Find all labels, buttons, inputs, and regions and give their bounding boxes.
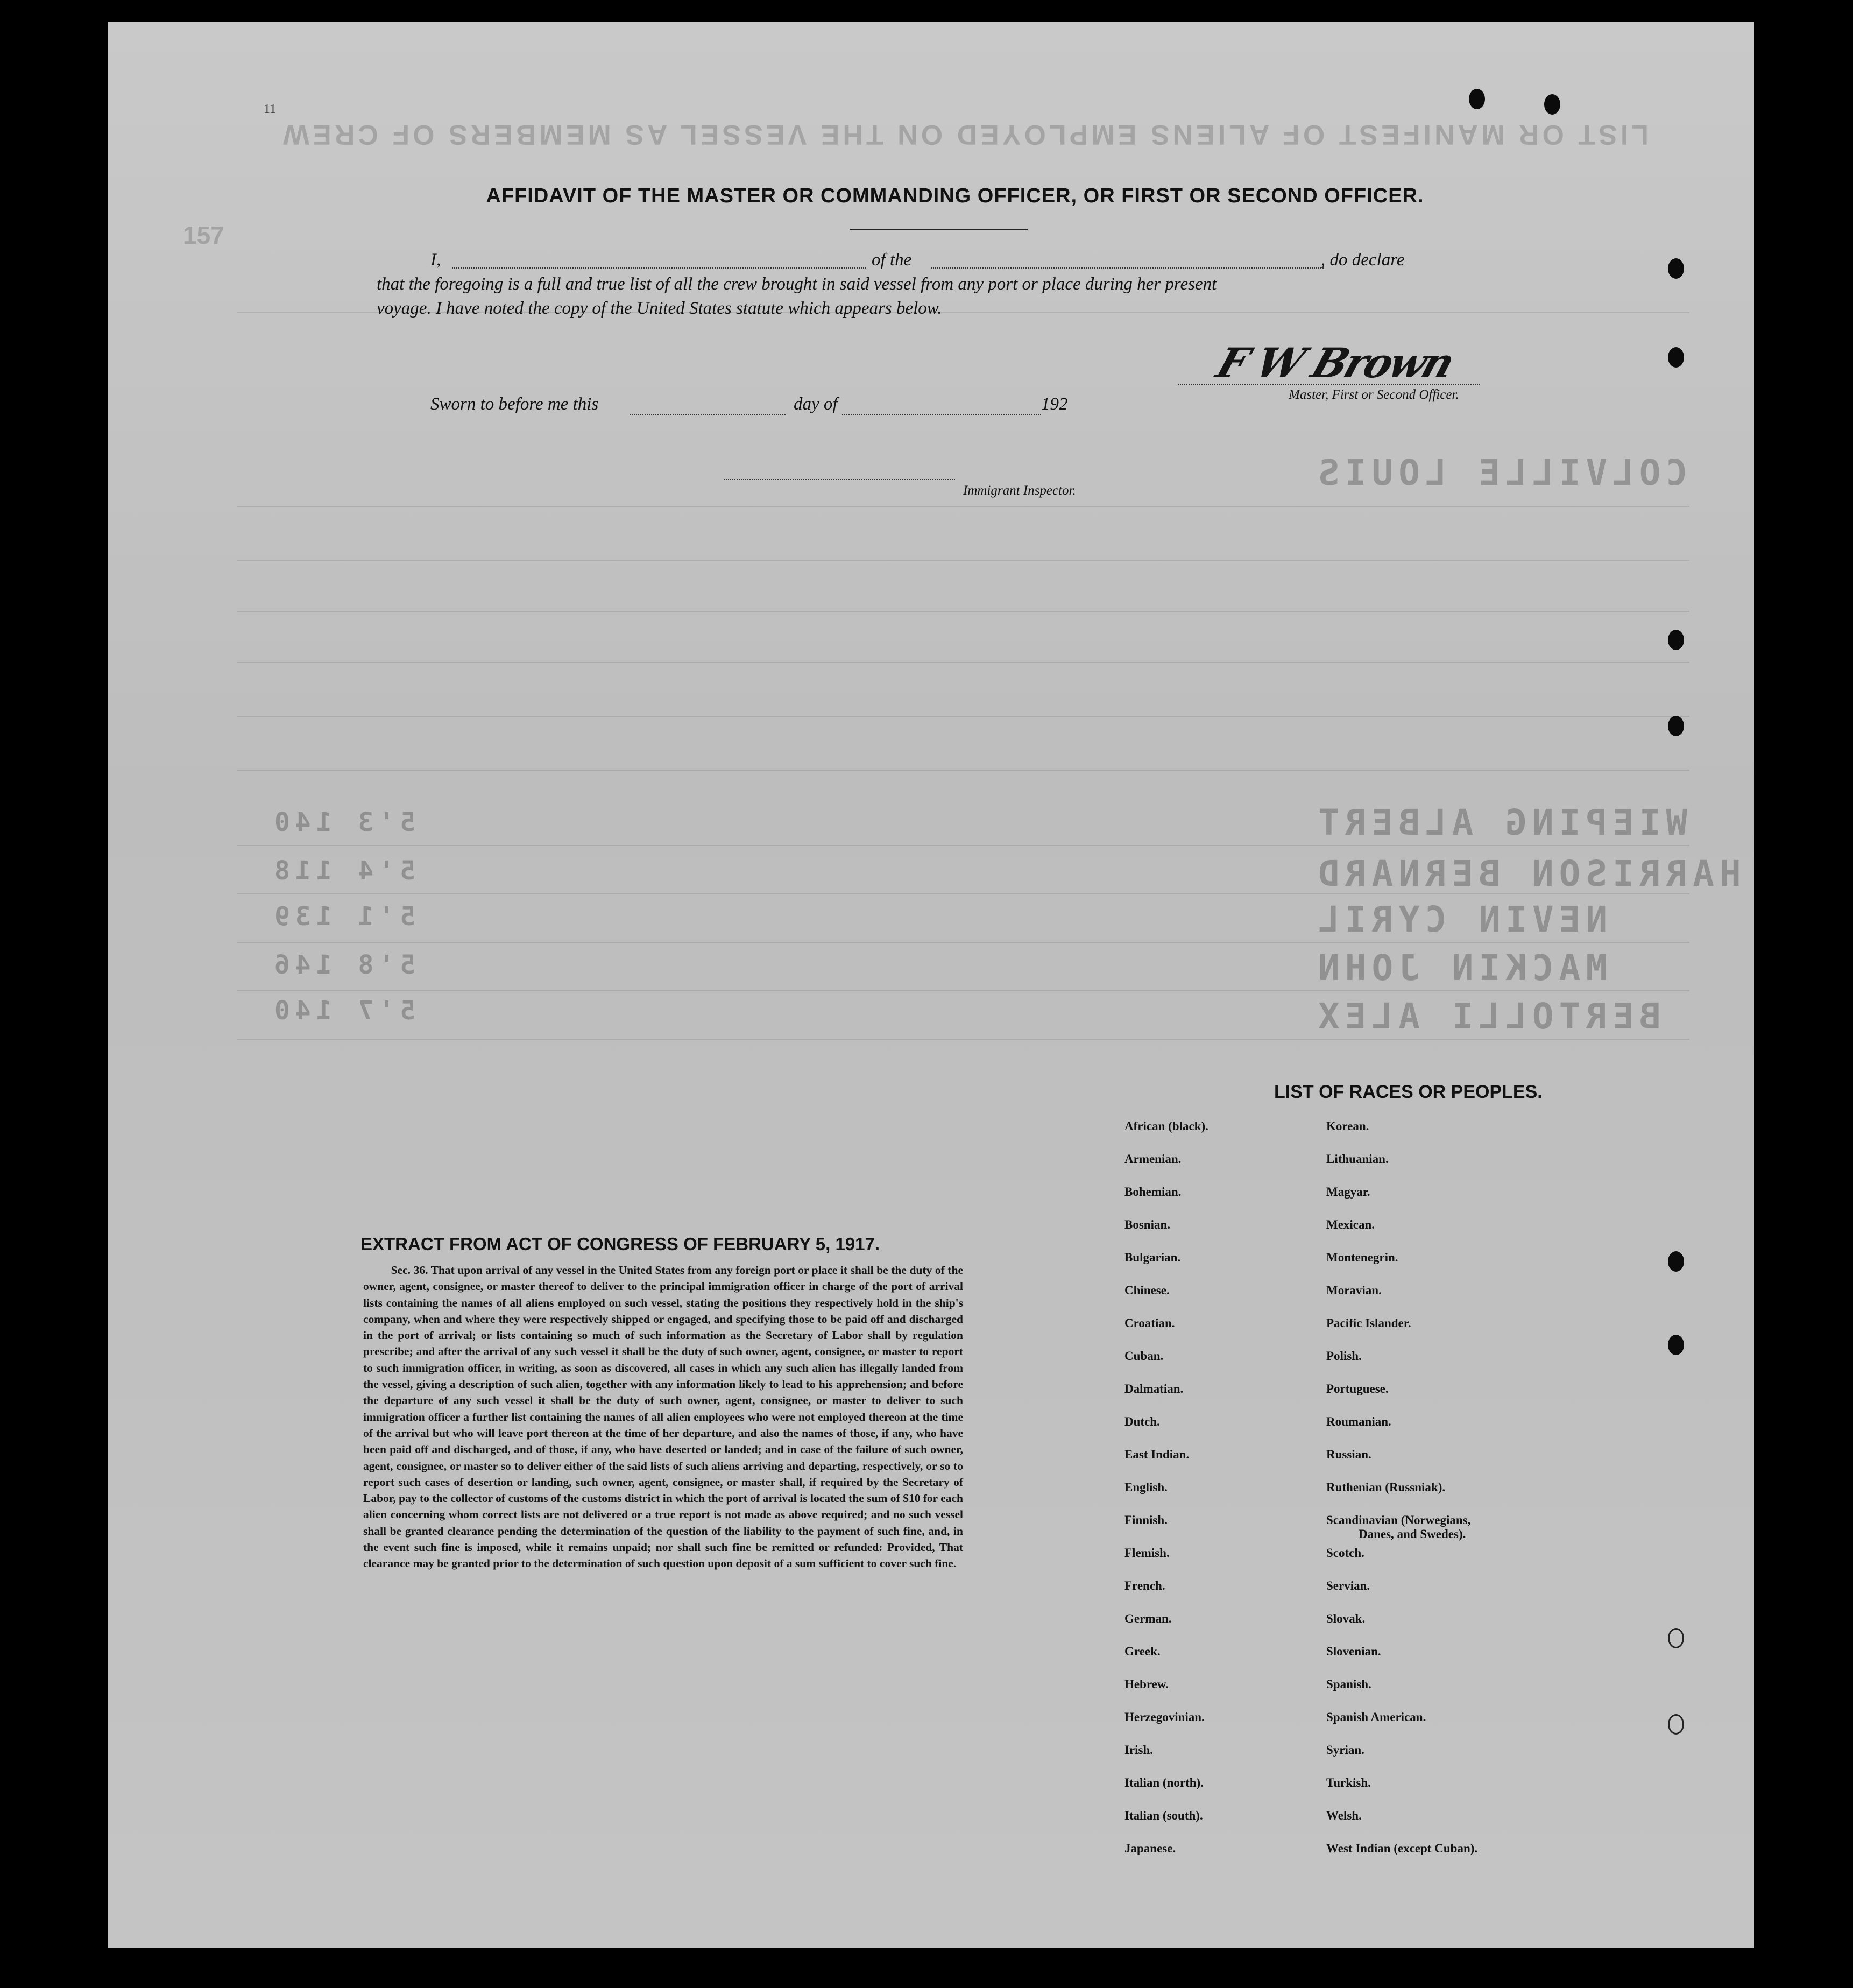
race-item: African (black). bbox=[1124, 1119, 1208, 1133]
binder-hole bbox=[1469, 89, 1485, 109]
officer-name-blank[interactable] bbox=[452, 266, 866, 269]
race-item: English. bbox=[1124, 1481, 1168, 1494]
inspector-signature-blank[interactable] bbox=[724, 478, 955, 480]
race-item: Ruthenian (Russniak). bbox=[1326, 1481, 1446, 1494]
race-item: Syrian. bbox=[1326, 1743, 1364, 1757]
race-item: East Indian. bbox=[1124, 1448, 1190, 1461]
race-item: Moravian. bbox=[1326, 1284, 1382, 1297]
race-item: Pacific Islander. bbox=[1326, 1316, 1411, 1330]
affidavit-declare: , do declare bbox=[1321, 250, 1405, 270]
race-item: Japanese. bbox=[1124, 1842, 1176, 1855]
binder-hole bbox=[1668, 1628, 1684, 1648]
ghost-crew-detail: 5'4 118 bbox=[269, 856, 416, 886]
race-item: Scotch. bbox=[1326, 1546, 1364, 1560]
inspector-caption: Immigrant Inspector. bbox=[963, 483, 1076, 498]
ghost-crew-detail: 5'1 139 bbox=[269, 901, 416, 932]
vessel-name-blank[interactable] bbox=[931, 266, 1324, 269]
race-item: Slovenian. bbox=[1326, 1645, 1381, 1658]
affidavit-title: AFFIDAVIT OF THE MASTER OR COMMANDING OFFICER, OR FIRST OR SECOND OFFICER. bbox=[486, 185, 1424, 207]
race-item: Greek. bbox=[1124, 1645, 1161, 1658]
race-item: Dutch. bbox=[1124, 1415, 1160, 1428]
race-item: Scandinavian (Norwegians, bbox=[1326, 1513, 1471, 1527]
affidavit-prefix: I, bbox=[430, 250, 441, 270]
race-item: Croatian. bbox=[1124, 1316, 1175, 1330]
ghost-crew-row: COLVILLE LOUIS bbox=[1313, 452, 1688, 494]
extract-title: EXTRACT FROM ACT OF CONGRESS OF FEBRUARY 5, 1917. bbox=[360, 1234, 880, 1254]
race-item: Korean. bbox=[1326, 1119, 1369, 1133]
race-item: Bulgarian. bbox=[1124, 1251, 1181, 1264]
ghost-crew-row: WIEPING ALBERT bbox=[1313, 802, 1688, 843]
race-item: German. bbox=[1124, 1612, 1172, 1625]
ghost-crew-detail: 5'3 140 bbox=[269, 807, 416, 837]
race-item: Portuguese. bbox=[1326, 1382, 1389, 1395]
binder-hole bbox=[1668, 347, 1684, 368]
affidavit-line-3: voyage. I have noted the copy of the United States statute which appears below. bbox=[377, 299, 942, 318]
affidavit-line-2: that the foregoing is a full and true list of all the crew brought in said vessel from any port or place during her present bbox=[377, 274, 1217, 294]
binder-hole bbox=[1668, 716, 1684, 736]
race-item: Magyar. bbox=[1326, 1185, 1370, 1199]
ghost-crew-row: NEVIN CYRIL bbox=[1313, 899, 1608, 940]
ghost-crew-row: MACKIN JOHN bbox=[1313, 947, 1608, 989]
sworn-day-of: day of bbox=[794, 394, 838, 414]
race-item: Herzegovinian. bbox=[1124, 1710, 1205, 1724]
sworn-month-blank[interactable] bbox=[842, 413, 1041, 415]
race-item: Montenegrin. bbox=[1326, 1251, 1398, 1264]
sworn-day-blank[interactable] bbox=[630, 413, 786, 415]
race-item: Dalmatian. bbox=[1124, 1382, 1184, 1395]
binder-hole bbox=[1668, 1714, 1684, 1735]
race-item: Spanish American. bbox=[1326, 1710, 1426, 1724]
affidavit-of-the: of the bbox=[872, 250, 912, 270]
title-divider bbox=[850, 229, 1028, 230]
corner-number: 11 bbox=[264, 102, 277, 116]
race-item: West Indian (except Cuban). bbox=[1326, 1842, 1478, 1855]
race-item: Roumanian. bbox=[1326, 1415, 1391, 1428]
ghost-crew-row: HARRISON BERNARD bbox=[1313, 853, 1741, 894]
race-item: Italian (north). bbox=[1124, 1776, 1204, 1789]
bleed-through-page-number: 157 bbox=[183, 221, 224, 249]
race-item: Irish. bbox=[1124, 1743, 1154, 1757]
race-item: Finnish. bbox=[1124, 1513, 1168, 1527]
race-item: Bohemian. bbox=[1124, 1185, 1182, 1199]
signature-line bbox=[1178, 383, 1480, 385]
races-title: LIST OF RACES OR PEOPLES. bbox=[1274, 1082, 1543, 1102]
race-item: Mexican. bbox=[1326, 1218, 1375, 1231]
race-item: Armenian. bbox=[1124, 1152, 1182, 1166]
bleed-through-title: LIST OR MANIFEST OF ALIENS EMPLOYED ON THE VESSEL AS MEMBERS OF CREW bbox=[280, 119, 1649, 150]
officer-signature: F W Brown bbox=[1211, 339, 1459, 387]
sworn-year: 192 bbox=[1041, 394, 1068, 414]
binder-hole bbox=[1668, 630, 1684, 650]
race-item: French. bbox=[1124, 1579, 1165, 1592]
sworn-prefix: Sworn to before me this bbox=[430, 394, 599, 414]
race-item: Cuban. bbox=[1124, 1349, 1164, 1363]
document-page bbox=[108, 22, 1754, 1948]
binder-hole bbox=[1544, 94, 1560, 115]
binder-hole bbox=[1668, 1251, 1684, 1272]
race-item: Chinese. bbox=[1124, 1284, 1170, 1297]
race-item: Servian. bbox=[1326, 1579, 1370, 1592]
race-item: Bosnian. bbox=[1124, 1218, 1171, 1231]
race-item: Turkish. bbox=[1326, 1776, 1371, 1789]
signature-caption: Master, First or Second Officer. bbox=[1289, 387, 1459, 402]
binder-hole bbox=[1668, 258, 1684, 279]
ghost-crew-row: BERTOLLI ALEX bbox=[1313, 996, 1661, 1037]
race-item: Spanish. bbox=[1326, 1677, 1371, 1691]
extract-body: Sec. 36. That upon arrival of any vessel in the United States from any foreign port or place it shall be the duty of the owner, agent, consignee, or master thereof to deliver to the principal immigration officer in charge of the port of arrival lists containing the names of all aliens employed on such vessel, stating the positions they respectively hold in the ship's company, when and where they were respectively shipped or engaged, and specifying those to be paid off and discharged in the port of arrival; or lists containing so much of such information as the Secretary of Labor shall by regulation prescribe; and after the arrival of any such vessel it shall be the duty of such owner, agent, consignee, or master to report to such immigration officer, in writing, as soon as discovered, all cases in which any such alien has illegally landed from the vessel, giving a description of such alien, together with any information likely to lead to his apprehension; and before the departure of any such vessel it shall be the duty of such owner, agent, consignee, or master to deliver to such immigration officer a further list containing the names of all alien employees who were not employed thereon at the time of the arrival but who will leave port thereon at the time of her departure, and also the names of those, if any, who have been paid off and discharged, and of those, if any, who have deserted or landed; and in case of the failure of such owner, agent, consignee, or master so to deliver either of the said lists of such aliens arriving and departing, respectively, or so to report such cases of desertion or landing, such owner, agent, consignee, or master shall, if required by the Secretary of Labor, pay to the collector of customs of the customs district in which the port of arrival is located the sum of $10 for each alien concerning whom correct lists are not delivered or a true report is not made as above required; and no such vessel shall be granted clearance pending the determination of the question of the liability to the payment of such fine, and, in the event such fine is imposed, while it remains unpaid; nor shall such fine be remitted or refunded: Provided, That clearance may be granted prior to the determination of such question upon deposit of a sum sufficient to cover such fine. bbox=[363, 1264, 963, 1570]
race-item: Danes, and Swedes). bbox=[1359, 1527, 1466, 1541]
race-item: Lithuanian. bbox=[1326, 1152, 1389, 1166]
race-item: Polish. bbox=[1326, 1349, 1362, 1363]
ghost-crew-detail: 5'8 146 bbox=[269, 950, 416, 980]
race-item: Hebrew. bbox=[1124, 1677, 1169, 1691]
race-item: Russian. bbox=[1326, 1448, 1371, 1461]
race-item: Slovak. bbox=[1326, 1612, 1366, 1625]
binder-hole bbox=[1668, 1335, 1684, 1355]
race-item: Italian (south). bbox=[1124, 1809, 1203, 1822]
race-item: Flemish. bbox=[1124, 1546, 1170, 1560]
ghost-crew-detail: 5'7 140 bbox=[269, 996, 416, 1026]
race-item: Welsh. bbox=[1326, 1809, 1362, 1822]
